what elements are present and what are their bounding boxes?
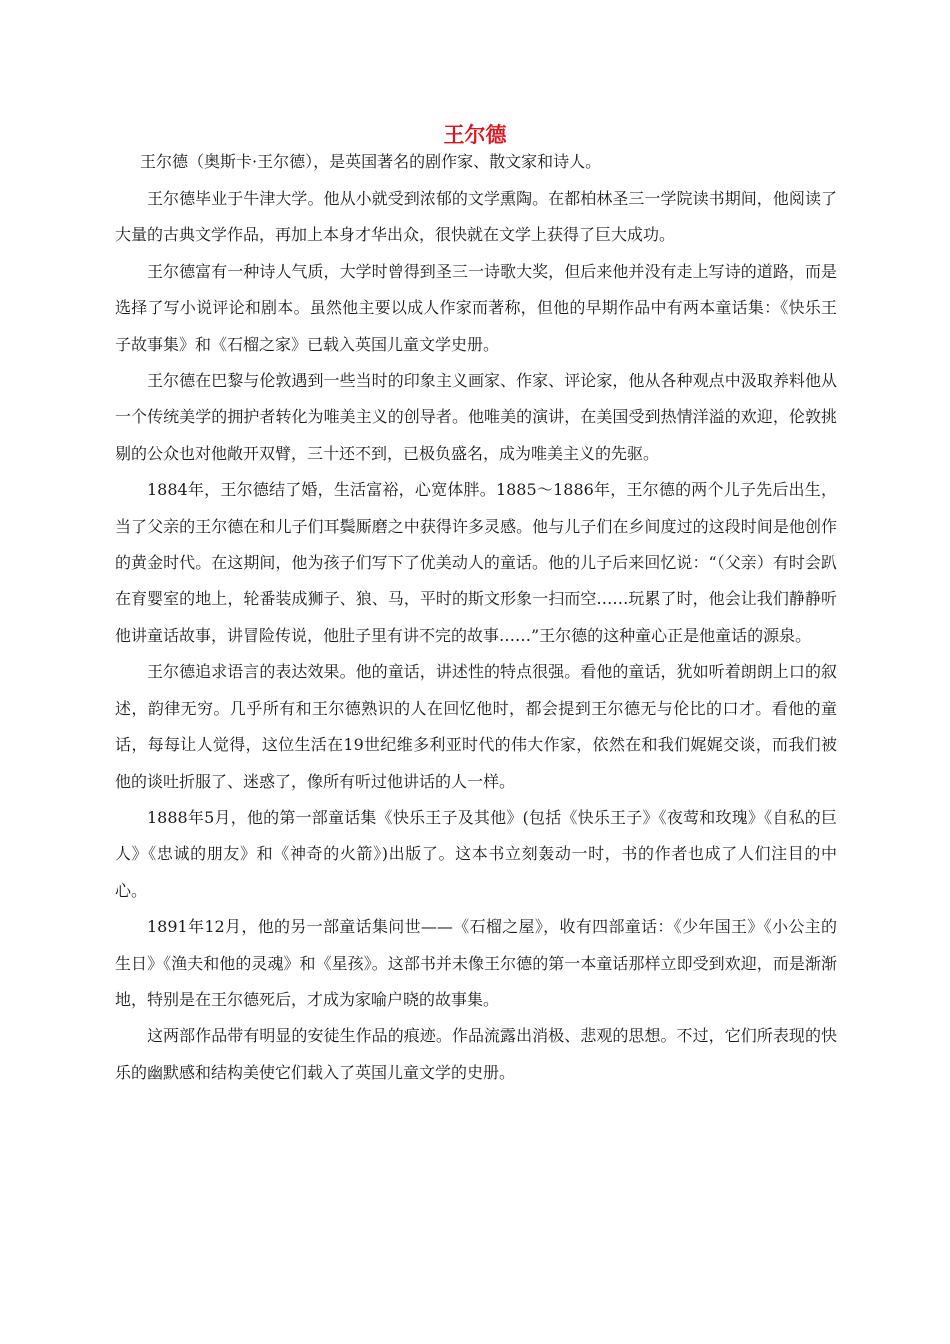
paragraph-5: 王尔德追求语言的表达效果。他的童话，讲述性的特点很强。看他的童话，犹如听着朗朗上口的叙述，韵律无穷。几乎所有和王尔德熟识的人在回忆他时，都会提到王尔德无与伦比的口才。看他的童话，每每让人觉得，这位生活在19世纪维多利亚时代的伟大作家，依然在和我们娓娓交谈，而我们被他的谈吐折服了、迷惑了，像所有听过他讲话的人一样。 (115, 662, 837, 791)
intro-line: 王尔德（奥斯卡·王尔德），是英国著名的剧作家、散文家和诗人。 (140, 152, 602, 171)
paragraph-4: 1884年，王尔德结了婚，生活富裕，心宽体胖。1885～1886年，王尔德的两个儿子先后出生，当了父亲的王尔德在和儿子们耳鬓厮磨之中获得许多灵感。他与儿子们在乡间度过的这段时间是他创作的黄金时代。在这期间，他为孩子们写下了优美动人的童话。他的儿子后来回忆说：“（父亲）有时会趴在育婴室的地上，轮番装成狮子、狼、马，平时的斯文形象一扫而空……玩累了时，他会让我们静静听他讲童话故事，讲冒险传说，他肚子里有讲不完的故事……”王尔德的这种童心正是他童话的源泉。 (115, 480, 837, 645)
paragraph-1: 王尔德毕业于牛津大学。他从小就受到浓郁的文学熏陶。在都柏林圣三一学院读书期间，他阅读了大量的古典文学作品，再加上本身才华出众，很快就在文学上获得了巨大成功。 (115, 189, 837, 245)
paragraph-6: 1888年5月，他的第一部童话集《快乐王子及其他》(包括《快乐王子》《夜莺和玫瑰》《自私的巨人》《忠诚的朋友》和《神奇的火箭》)出版了。这本书立刻轰动一时，书的作者也成了人们注目的中心。 (115, 807, 837, 900)
document-body (115, 181, 837, 1091)
paragraph-7: 1891年12月，他的另一部童话集问世——《石榴之屋》，收有四部童话：《少年国王》《小公主的生日》《渔夫和他的灵魂》和《星孩》。这部书并未像王尔德的第一本童话那样立即受到欢迎，而是渐渐地，特别是在王尔德死后，才成为家喻户晓的故事集。 (115, 917, 837, 1009)
page-title: 王尔德 (443, 123, 507, 147)
paragraph-8: 这两部作品带有明显的安徒生作品的痕迹。作品流露出消极、悲观的思想。不过，它们所表现的快乐的幽默感和结构美使它们载入了英国儿童文学的史册。 (115, 1026, 837, 1082)
paragraph-2: 王尔德富有一种诗人气质，大学时曾得到圣三一诗歌大奖，但后来他并没有走上写诗的道路，而是选择了写小说评论和剧本。虽然他主要以成人作家而著称，但他的早期作品中有两本童话集：《快乐王子故事集》和《石榴之家》已载入英国儿童文学史册。 (115, 261, 837, 354)
paragraph-3: 王尔德在巴黎与伦敦遇到一些当时的印象主义画家、作家、评论家，他从各种观点中汲取养料他从一个传统美学的拥护者转化为唯美主义的创导者。他唯美的演讲，在美国受到热情洋溢的欢迎，伦敦挑剔的公众也对他敞开双臂，三十还不到，已极负盛名，成为唯美主义的先驱。 (115, 371, 837, 463)
